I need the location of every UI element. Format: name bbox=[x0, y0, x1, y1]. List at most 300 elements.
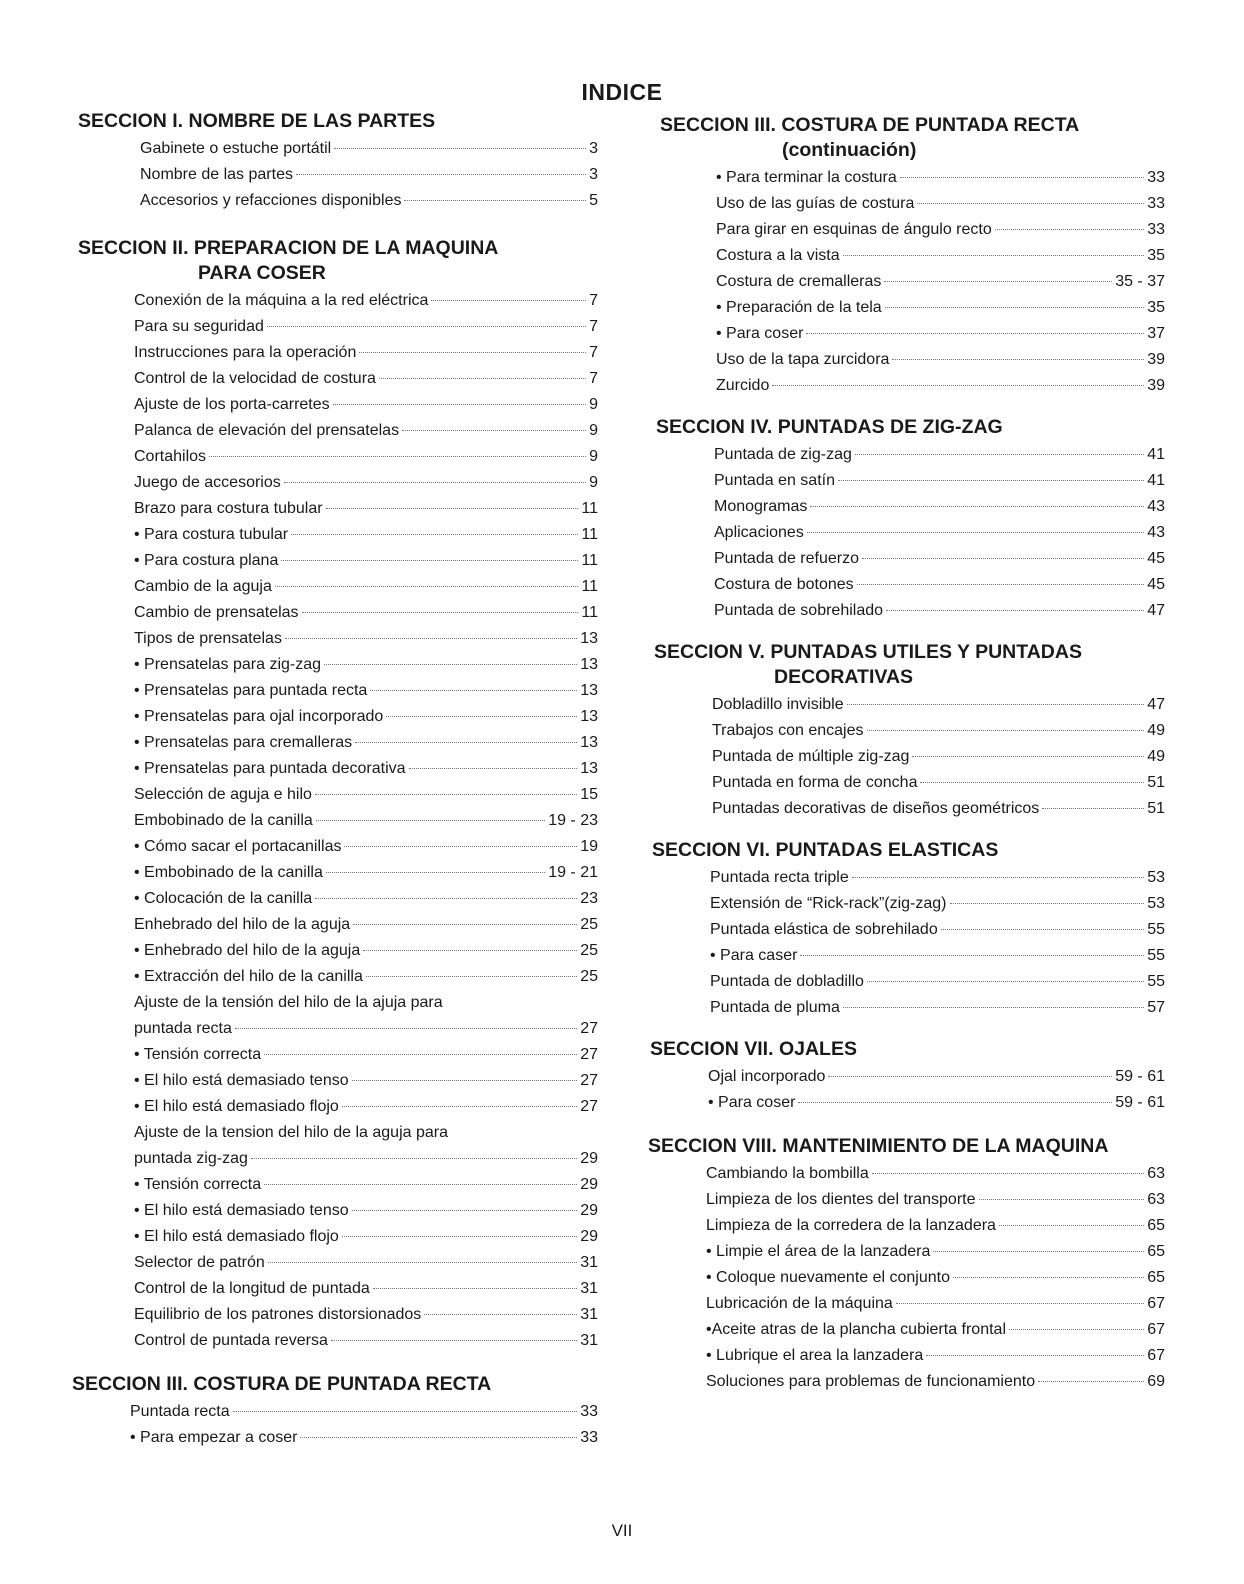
toc-entry bbox=[134, 1224, 598, 1250]
entry-page-number: 33 bbox=[580, 1403, 598, 1420]
entry-page-number: 35 bbox=[1147, 299, 1165, 316]
entry-page-number: 53 bbox=[1147, 895, 1165, 912]
entry-title: Monogramas bbox=[714, 498, 808, 515]
entry-page-number: 51 bbox=[1147, 800, 1165, 817]
section-subheading: PARA COSER bbox=[198, 262, 326, 284]
entry-title: Puntadas decorativas de diseños geométricos bbox=[712, 800, 1040, 817]
entry-title: Costura a la vista bbox=[716, 247, 840, 264]
entry-title: Para girar en esquinas de ángulo recto bbox=[716, 221, 992, 238]
entry-title: • Para empezar a coser bbox=[130, 1429, 298, 1446]
toc-entry bbox=[714, 494, 1165, 520]
toc-entry bbox=[134, 834, 598, 860]
entry-page-number: 49 bbox=[1147, 748, 1165, 765]
toc-entry bbox=[716, 295, 1165, 321]
entry-page-number: 45 bbox=[1147, 576, 1165, 593]
toc-entry bbox=[134, 1068, 598, 1094]
entry-page-number: 33 bbox=[1147, 195, 1165, 212]
dot-leader bbox=[424, 1314, 577, 1315]
dot-leader bbox=[872, 1173, 1144, 1174]
dot-leader bbox=[999, 1225, 1144, 1226]
entry-title: Puntada de dobladillo bbox=[710, 973, 864, 990]
dot-leader bbox=[886, 610, 1144, 611]
toc-entry bbox=[134, 730, 598, 756]
dot-leader bbox=[867, 981, 1144, 982]
entry-page-number: 25 bbox=[580, 916, 598, 933]
entry-title: • Colocación de la canilla bbox=[134, 890, 313, 907]
entry-title: Aplicaciones bbox=[714, 524, 804, 541]
entry-page-number: 63 bbox=[1147, 1191, 1165, 1208]
entry-page-number: 19 - 21 bbox=[548, 864, 598, 881]
entry-title: Zurcido bbox=[716, 377, 770, 394]
section-heading: SECCION V. PUNTADAS UTILES Y PUNTADAS bbox=[654, 641, 1082, 663]
entry-title: •Aceite atras de la plancha cubierta frontal bbox=[706, 1321, 1006, 1338]
dot-leader bbox=[251, 1158, 577, 1159]
dot-leader bbox=[953, 1277, 1144, 1278]
toc-entry bbox=[134, 1094, 598, 1120]
dot-leader bbox=[326, 508, 579, 509]
dot-leader bbox=[404, 200, 586, 201]
toc-entry bbox=[710, 865, 1165, 891]
dot-leader bbox=[268, 1262, 577, 1263]
entry-page-number: 29 bbox=[580, 1202, 598, 1219]
entry-page-number: 67 bbox=[1147, 1347, 1165, 1364]
toc-entry bbox=[134, 418, 598, 444]
section-heading: SECCION VIII. MANTENIMIENTO DE LA MAQUINA bbox=[648, 1135, 1109, 1157]
dot-leader bbox=[352, 1210, 578, 1211]
entry-page-number: 45 bbox=[1147, 550, 1165, 567]
toc-right-column bbox=[648, 113, 1165, 1395]
entry-page-number: 39 bbox=[1147, 351, 1165, 368]
dot-leader bbox=[333, 404, 586, 405]
toc-section bbox=[72, 1372, 598, 1451]
section-heading: SECCION I. NOMBRE DE LAS PARTES bbox=[78, 110, 436, 132]
entry-title: puntada zig-zag bbox=[134, 1150, 248, 1167]
toc-entry bbox=[716, 217, 1165, 243]
toc-entry bbox=[706, 1343, 1165, 1369]
toc-entry bbox=[134, 1016, 598, 1042]
entry-title: Embobinado de la canilla bbox=[134, 812, 313, 829]
dot-leader bbox=[772, 385, 1144, 386]
page-title: INDICE bbox=[581, 79, 663, 105]
entry-title: Nombre de las partes bbox=[140, 166, 293, 183]
toc-entry bbox=[134, 626, 598, 652]
toc-section bbox=[648, 1134, 1165, 1395]
toc-entry-list bbox=[706, 1161, 1165, 1395]
entry-page-number: 31 bbox=[580, 1280, 598, 1297]
entry-title: Cambio de prensatelas bbox=[134, 604, 299, 621]
entry-title: Limpieza de los dientes del transporte bbox=[706, 1191, 976, 1208]
toc-section bbox=[652, 838, 1165, 1021]
entry-page-number: 33 bbox=[1147, 221, 1165, 238]
toc-entry bbox=[710, 969, 1165, 995]
dot-leader bbox=[315, 898, 577, 899]
dot-leader bbox=[324, 664, 577, 665]
entry-page-number: 33 bbox=[1147, 169, 1165, 186]
entry-title: Puntada de zig-zag bbox=[714, 446, 852, 463]
toc-entry bbox=[706, 1213, 1165, 1239]
entry-page-number: 13 bbox=[580, 682, 598, 699]
entry-page-number: 65 bbox=[1147, 1243, 1165, 1260]
entry-title: Brazo para costura tubular bbox=[134, 500, 323, 517]
dot-leader bbox=[315, 794, 577, 795]
entry-title: Selector de patrón bbox=[134, 1254, 265, 1271]
toc-entry bbox=[710, 891, 1165, 917]
toc-entry bbox=[716, 269, 1165, 295]
dot-leader bbox=[235, 1028, 577, 1029]
entry-title: puntada recta bbox=[134, 1020, 232, 1037]
toc-entry bbox=[134, 1172, 598, 1198]
entry-page-number: 5 bbox=[589, 192, 598, 209]
toc-entry bbox=[134, 340, 598, 366]
toc-entry bbox=[706, 1161, 1165, 1187]
entry-title: Enhebrado del hilo de la aguja bbox=[134, 916, 351, 933]
entry-title: Palanca de elevación del prensatelas bbox=[134, 422, 400, 439]
toc-entry bbox=[140, 162, 598, 188]
dot-leader bbox=[810, 506, 1144, 507]
toc-entry-list bbox=[710, 865, 1165, 1021]
entry-page-number: 29 bbox=[580, 1228, 598, 1245]
entry-page-number: 55 bbox=[1147, 921, 1165, 938]
dot-leader bbox=[353, 924, 577, 925]
entry-page-number: 29 bbox=[580, 1150, 598, 1167]
dot-leader bbox=[933, 1251, 1144, 1252]
toc-entry bbox=[134, 1276, 598, 1302]
entry-page-number: 11 bbox=[581, 552, 598, 569]
entry-page-number: 47 bbox=[1147, 696, 1165, 713]
entry-title: Puntada en forma de concha bbox=[712, 774, 918, 791]
entry-page-number: 39 bbox=[1147, 377, 1165, 394]
entry-page-number: 3 bbox=[589, 166, 598, 183]
entry-title: • El hilo está demasiado flojo bbox=[134, 1098, 339, 1115]
entry-page-number: 31 bbox=[580, 1254, 598, 1271]
toc-entry bbox=[708, 1064, 1165, 1090]
dot-leader bbox=[275, 586, 579, 587]
dot-leader bbox=[941, 929, 1144, 930]
entry-page-number: 59 - 61 bbox=[1115, 1094, 1165, 1111]
entry-page-number: 13 bbox=[580, 760, 598, 777]
toc-entry bbox=[712, 770, 1165, 796]
entry-page-number: 41 bbox=[1147, 446, 1165, 463]
entry-title: • Para caser bbox=[710, 947, 798, 964]
entry-page-number: 55 bbox=[1147, 947, 1165, 964]
toc-entry-list bbox=[140, 136, 598, 214]
dot-leader bbox=[1042, 808, 1144, 809]
toc-entry bbox=[134, 548, 598, 574]
dot-leader bbox=[843, 1007, 1144, 1008]
toc-entry bbox=[134, 470, 598, 496]
entry-page-number: 51 bbox=[1147, 774, 1165, 791]
dot-leader bbox=[300, 1437, 577, 1438]
entry-title: Puntada elástica de sobrehilado bbox=[710, 921, 938, 938]
toc-entry bbox=[134, 938, 598, 964]
entry-page-number: 13 bbox=[580, 734, 598, 751]
entry-page-number: 31 bbox=[580, 1306, 598, 1323]
toc-entry bbox=[714, 468, 1165, 494]
entry-title: Cambiando la bombilla bbox=[706, 1165, 869, 1182]
toc-entry bbox=[716, 373, 1165, 399]
toc-entry bbox=[134, 392, 598, 418]
entry-title: • Extracción del hilo de la canilla bbox=[134, 968, 363, 985]
toc-entry bbox=[710, 943, 1165, 969]
toc-entry-list bbox=[134, 288, 598, 1354]
entry-page-number: 27 bbox=[580, 1020, 598, 1037]
toc-entry bbox=[134, 912, 598, 938]
entry-title: • Prensatelas para puntada decorativa bbox=[134, 760, 406, 777]
toc-entry bbox=[134, 600, 598, 626]
toc-entry-list bbox=[708, 1064, 1165, 1116]
dot-leader bbox=[366, 976, 577, 977]
entry-title: Uso de la tapa zurcidora bbox=[716, 351, 890, 368]
toc-entry bbox=[134, 756, 598, 782]
toc-entry bbox=[134, 782, 598, 808]
dot-leader bbox=[912, 756, 1144, 757]
toc-entry bbox=[134, 964, 598, 990]
entry-page-number: 7 bbox=[589, 292, 598, 309]
toc-entry bbox=[716, 243, 1165, 269]
dot-leader bbox=[798, 1102, 1112, 1103]
entry-page-number: 27 bbox=[580, 1072, 598, 1089]
entry-title: • El hilo está demasiado tenso bbox=[134, 1202, 349, 1219]
toc-entry bbox=[714, 442, 1165, 468]
toc-entry bbox=[712, 796, 1165, 822]
entry-title: • Para coser bbox=[708, 1094, 796, 1111]
toc-entry bbox=[708, 1090, 1165, 1116]
toc-entry bbox=[710, 995, 1165, 1021]
toc-entry bbox=[706, 1187, 1165, 1213]
section-subheading: (continuación) bbox=[782, 139, 917, 161]
toc-entry bbox=[134, 1120, 598, 1146]
entry-title: Ajuste de la tension del hilo de la aguja para bbox=[134, 1124, 448, 1141]
entry-title: Puntada de múltiple zig-zag bbox=[712, 748, 910, 765]
entry-page-number: 59 - 61 bbox=[1115, 1068, 1165, 1085]
entry-title: Ajuste de los porta-carretes bbox=[134, 396, 330, 413]
section-heading: SECCION II. PREPARACION DE LA MAQUINA bbox=[78, 237, 499, 259]
page-number: VII bbox=[611, 1521, 633, 1540]
toc-entry bbox=[134, 288, 598, 314]
toc-entry bbox=[134, 860, 598, 886]
dot-leader bbox=[917, 203, 1144, 204]
dot-leader bbox=[316, 820, 545, 821]
dot-leader bbox=[862, 558, 1144, 559]
entry-title: Limpieza de la corredera de la lanzadera bbox=[706, 1217, 996, 1234]
entry-page-number: 43 bbox=[1147, 524, 1165, 541]
toc-entry bbox=[714, 572, 1165, 598]
entry-page-number: 11 bbox=[581, 604, 598, 621]
section-heading: SECCION VI. PUNTADAS ELASTICAS bbox=[652, 839, 999, 861]
entry-page-number: 57 bbox=[1147, 999, 1165, 1016]
entry-title: • Prensatelas para ojal incorporado bbox=[134, 708, 384, 725]
entry-page-number: 43 bbox=[1147, 498, 1165, 515]
dot-leader bbox=[979, 1199, 1145, 1200]
dot-leader bbox=[264, 1184, 577, 1185]
entry-title: • Tensión correcta bbox=[134, 1176, 262, 1193]
toc-entry bbox=[706, 1291, 1165, 1317]
toc-section bbox=[78, 109, 598, 214]
entry-title: Instrucciones para la operación bbox=[134, 344, 357, 361]
entry-title: Ojal incorporado bbox=[708, 1068, 826, 1085]
toc-entry bbox=[706, 1369, 1165, 1395]
entry-page-number: 35 - 37 bbox=[1115, 273, 1165, 290]
dot-leader bbox=[379, 378, 586, 379]
entry-page-number: 63 bbox=[1147, 1165, 1165, 1182]
entry-page-number: 27 bbox=[580, 1098, 598, 1115]
dot-leader bbox=[920, 782, 1144, 783]
dot-leader bbox=[843, 255, 1145, 256]
toc-entry bbox=[134, 886, 598, 912]
entry-page-number: 3 bbox=[589, 140, 598, 157]
toc-entry bbox=[714, 598, 1165, 624]
entry-title: • Para costura plana bbox=[134, 552, 279, 569]
dot-leader bbox=[291, 534, 578, 535]
entry-page-number: 69 bbox=[1147, 1373, 1165, 1390]
section-subheading: DECORATIVAS bbox=[774, 666, 914, 688]
entry-title: Costura de botones bbox=[714, 576, 854, 593]
entry-title: • Enhebrado del hilo de la aguja bbox=[134, 942, 361, 959]
entry-title: Lubricación de la máquina bbox=[706, 1295, 893, 1312]
dot-leader bbox=[331, 1340, 577, 1341]
dot-leader bbox=[342, 1236, 577, 1237]
entry-page-number: 7 bbox=[589, 344, 598, 361]
entry-title: • Cómo sacar el portacanillas bbox=[134, 838, 342, 855]
entry-page-number: 65 bbox=[1147, 1269, 1165, 1286]
toc-entry bbox=[134, 1250, 598, 1276]
section-heading: SECCION IV. PUNTADAS DE ZIG-ZAG bbox=[656, 416, 1003, 438]
toc-entry bbox=[134, 1198, 598, 1224]
entry-title: • Para terminar la costura bbox=[716, 169, 897, 186]
dot-leader bbox=[1038, 1381, 1144, 1382]
dot-leader bbox=[807, 532, 1144, 533]
dot-leader bbox=[855, 454, 1144, 455]
toc-entry bbox=[712, 692, 1165, 718]
entry-title: • Prensatelas para puntada recta bbox=[134, 682, 368, 699]
entry-title: Control de la longitud de puntada bbox=[134, 1280, 370, 1297]
toc-entry bbox=[134, 652, 598, 678]
entry-page-number: 13 bbox=[580, 656, 598, 673]
dot-leader bbox=[884, 281, 1112, 282]
toc-entry bbox=[716, 165, 1165, 191]
toc-entry bbox=[714, 520, 1165, 546]
entry-page-number: 67 bbox=[1147, 1295, 1165, 1312]
toc-entry-list bbox=[716, 165, 1165, 399]
entry-page-number: 53 bbox=[1147, 869, 1165, 886]
entry-title: Juego de accesorios bbox=[134, 474, 281, 491]
toc-entry bbox=[134, 366, 598, 392]
entry-page-number: 27 bbox=[580, 1046, 598, 1063]
entry-page-number: 31 bbox=[580, 1332, 598, 1349]
entry-title: Soluciones para problemas de funcionamiento bbox=[706, 1373, 1036, 1390]
dot-leader bbox=[828, 1076, 1112, 1077]
entry-page-number: 11 bbox=[581, 578, 598, 595]
entry-page-number: 55 bbox=[1147, 973, 1165, 990]
dot-leader bbox=[847, 704, 1145, 705]
entry-title: Puntada de sobrehilado bbox=[714, 602, 884, 619]
dot-leader bbox=[806, 333, 1144, 334]
entry-title: Uso de las guías de costura bbox=[716, 195, 915, 212]
entry-title: • El hilo está demasiado tenso bbox=[134, 1072, 349, 1089]
dot-leader bbox=[359, 352, 586, 353]
dot-leader bbox=[950, 903, 1145, 904]
entry-title: Puntada de pluma bbox=[710, 999, 840, 1016]
dot-leader bbox=[344, 846, 577, 847]
dot-leader bbox=[885, 307, 1145, 308]
entry-title: Control de la velocidad de costura bbox=[134, 370, 376, 387]
entry-page-number: 65 bbox=[1147, 1217, 1165, 1234]
entry-title: Puntada recta triple bbox=[710, 869, 849, 886]
dot-leader bbox=[302, 612, 579, 613]
dot-leader bbox=[334, 148, 586, 149]
toc-section bbox=[650, 1037, 1165, 1116]
toc-entry bbox=[716, 321, 1165, 347]
entry-page-number: 29 bbox=[580, 1176, 598, 1193]
entry-title: Extensión de “Rick-rack”(zig-zag) bbox=[710, 895, 947, 912]
dot-leader bbox=[995, 229, 1144, 230]
dot-leader bbox=[431, 300, 586, 301]
entry-title: Cortahilos bbox=[134, 448, 207, 465]
dot-leader bbox=[896, 1303, 1144, 1304]
toc-entry bbox=[134, 1302, 598, 1328]
dot-leader bbox=[233, 1411, 578, 1412]
dot-leader bbox=[857, 584, 1145, 585]
toc-entry bbox=[134, 574, 598, 600]
entry-page-number: 37 bbox=[1147, 325, 1165, 342]
entry-page-number: 9 bbox=[589, 448, 598, 465]
entry-title: Puntada de refuerzo bbox=[714, 550, 859, 567]
toc-section bbox=[660, 113, 1165, 399]
entry-title: • Prensatelas para zig-zag bbox=[134, 656, 322, 673]
dot-leader bbox=[342, 1106, 577, 1107]
toc-entry bbox=[140, 136, 598, 162]
entry-page-number: 11 bbox=[581, 500, 598, 517]
toc-entry bbox=[716, 191, 1165, 217]
entry-title: • Prensatelas para cremalleras bbox=[134, 734, 353, 751]
section-heading: SECCION III. COSTURA DE PUNTADA RECTA bbox=[72, 1373, 492, 1395]
entry-title: Cambio de la aguja bbox=[134, 578, 272, 595]
entry-page-number: 9 bbox=[589, 474, 598, 491]
dot-leader bbox=[285, 638, 577, 639]
entry-title: • Coloque nuevamente el conjunto bbox=[706, 1269, 950, 1286]
toc-entry bbox=[710, 917, 1165, 943]
entry-title: Trabajos con encajes bbox=[712, 722, 864, 739]
dot-leader bbox=[800, 955, 1144, 956]
entry-page-number: 67 bbox=[1147, 1321, 1165, 1338]
entry-page-number: 49 bbox=[1147, 722, 1165, 739]
entry-page-number: 7 bbox=[589, 318, 598, 335]
entry-page-number: 41 bbox=[1147, 472, 1165, 489]
entry-title: • Tensión correcta bbox=[134, 1046, 262, 1063]
entry-page-number: 19 - 23 bbox=[548, 812, 598, 829]
toc-entry bbox=[134, 314, 598, 340]
dot-leader bbox=[352, 1080, 578, 1081]
toc-entry-list bbox=[714, 442, 1165, 624]
entry-page-number: 7 bbox=[589, 370, 598, 387]
entry-page-number: 9 bbox=[589, 422, 598, 439]
entry-title: • Lubrique el area la lanzadera bbox=[706, 1347, 924, 1364]
entry-title: Puntada en satín bbox=[714, 472, 835, 489]
entry-title: • El hilo está demasiado flojo bbox=[134, 1228, 339, 1245]
dot-leader bbox=[867, 730, 1145, 731]
dot-leader bbox=[926, 1355, 1144, 1356]
entry-title: Accesorios y refacciones disponibles bbox=[140, 192, 402, 209]
toc-entry bbox=[134, 1042, 598, 1068]
entry-title: • Limpie el área de la lanzadera bbox=[706, 1243, 931, 1260]
dot-leader bbox=[852, 877, 1144, 878]
toc-entry bbox=[134, 808, 598, 834]
entry-page-number: 25 bbox=[580, 968, 598, 985]
entry-page-number: 15 bbox=[580, 786, 598, 803]
entry-title: Ajuste de la tensión del hilo de la ajuja para bbox=[134, 994, 443, 1011]
dot-leader bbox=[326, 872, 545, 873]
dot-leader bbox=[264, 1054, 577, 1055]
